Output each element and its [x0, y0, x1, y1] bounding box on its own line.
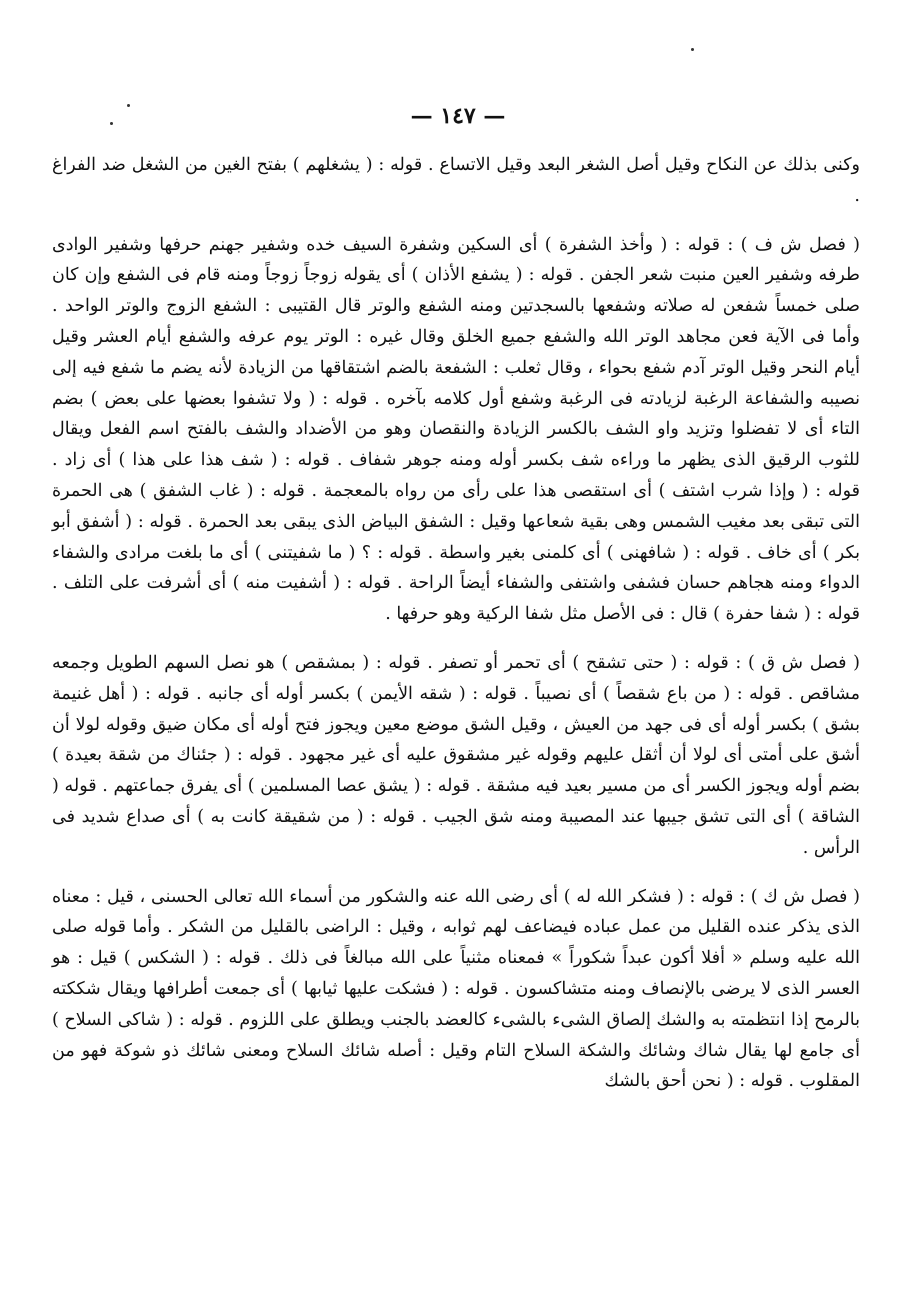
paragraph-section-sh-f: ( فصل ش ف ) : قوله : ( وأخذ الشفرة ) أى السكين وشفرة السيف خده وشفير جهنم حرفها وشفير الوادى طرفه وشفير العين منبت شعر الجفن . قوله : ( يشفع الأذان ) أى يقوله زوجاً زوجاً ومنه قام فى الشفع وإن كان صلى خمساً شفعن له صلاته وشفعها بالسجدتين ومنه الشفع والوتر قال القتيبى : الشفع الزوج والوتر الواحد . وأما فى الآية فعن مجاهد الوتر الله والشفع جميع الخلق وقال غيره : الوتر يوم عرفه والشفع أيام العشر وقيل أيام النحر وقيل الوتر آدم شفع بحواء ، وقال ثعلب : الشفعة بالضم اشتقاقها من الزيادة لأنه يضم ما شفع فيه إلى نصيبه والشفاعة الرغبة لزيادته فى الرغبة وشفع أول كلامه بآخره . قوله : ( ولا تشفوا بعضها على بعض ) بضم التاء أى لا تفضلوا وتزيد واو الشف بالكسر الزيادة والنقصان وهو من الأضداد والشف بالفتح اسم الفعل ويقال للثوب الرقيق الذى يظهر ما وراءه شف بكسر أوله ومنه جوهر شفاف . قوله : ( شف هذا على هذا ) أى زاد . قوله : ( وإذا شرب اشتف ) أى استقصى هذا على رأى من رواه بالمعجمة . قوله : ( غاب الشفق ) هى الحمرة التى تبقى بعد مغيب الشمس وهى بقية شعاعها وقيل : الشفق البياض الذى يبقى بعد الحمرة . قوله : ( أشفق أبو بكر ) أى خاف . قوله : ( شافهنى ) أى كلمنى بغير واسطة . قوله : ؟ ( ما شفيتنى ) أى ما بلغت مرادى والشفاء الدواء ومنه هجاهم حسان فشفى واشتفى والشفاء أيضاً الراحة . قوله : ( أشفيت منه ) أى أشرفت على التلف . قوله : ( شفا حفرة ) قال : فى الأصل مثل شفا الركية وهو حرفها . — [52, 234, 861, 625]
page-number: — ١٤٧ — — [410, 103, 506, 129]
scan-speck — [691, 48, 694, 51]
body-text — [52, 150, 860, 1097]
paragraph-section-sh-q: ( فصل ش ق ) : قوله : ( حتى تشقح ) أى تحمر أو تصفر . قوله : ( بمشقص ) هو نصل السهم الطويل وجمعه مشاقص . قوله : ( من باع شقصاً ) أى نصيباً . قوله : ( شقه الأيمن ) بكسر أوله أى جانبه . قوله : ( أهل غنيمة بشق ) بكسر أوله أى فى جهد من العيش ، وقيل الشق موضع معين ويجوز فتح أوله أى مكان ضيق وقوله لولا أن أشق على أمتى أى لولا أن أثقل عليهم وقوله غير مشقوق عليه أى غير مجهود . قوله : ( جئناك من شقة بعيدة ) بضم أوله ويجوز الكسر أى من مسير بعيد فيه مشقة . قوله : ( يشق عصا المسلمين ) أى يفرق جماعتهم . قوله ( الشاقة ) أى التى تشق جيبها عند المصيبة ومنه شق الجيب . قوله : ( من شقيقة كانت به ) أى صداع شديد فى الرأس . — [52, 652, 860, 858]
paragraph-intro: وكنى بذلك عن النكاح وقيل أصل الشغر البعد وقيل الاتساع . قوله : ( يشغلهم ) بفتح الغين من الشغل ضد الفراغ . — [52, 155, 860, 206]
paragraph-section-sh-k: ( فصل ش ك ) : قوله : ( فشكر الله له ) أى رضى الله عنه والشكور من أسماء الله تعالى الحسنى ، قيل : معناه الذى يذكر عنده القليل من عمل عباده فيضاعف لهم ثوابه ، وقيل : الراضى بالقليل من الشكر . وأما قوله صلى الله عليه وسلم « أفلا أكون عبداً شكوراً » فمعناه مثنياً على الله مبالغاً فى ذلك . قوله : ( الشكس ) قيل : هو العسر الذى لا يرضى بالإنصاف ومنه متشاكسون . قوله : ( فشكت عليها ثيابها ) أى جمعت أطرافها ويقال شككته بالرمح إذا انتظمته به والشك إلصاق الشىء بالشىء كالعضد بالجنب ويطلق على اللزوم . قوله : ( شاكى السلاح ) أى جامع لها يقال شاك وشائك والشكة السلاح التام وقيل : أصله شائك السلاح ومعنى شائك ذو شوكة فهو من المقلوب . قوله : ( نحن أحق بالشك — [52, 886, 860, 1092]
